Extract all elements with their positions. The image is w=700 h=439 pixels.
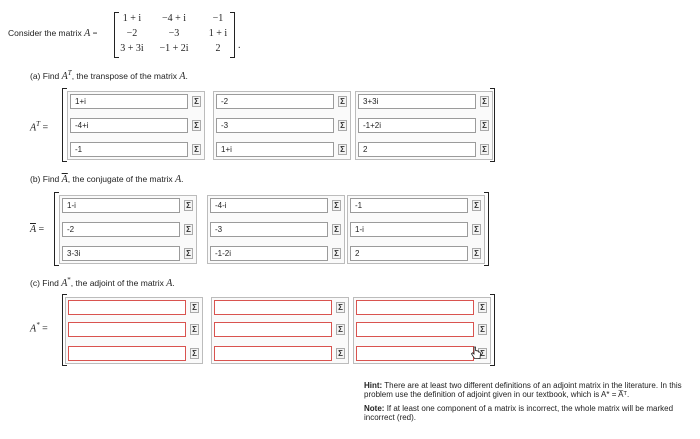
- sigma-icon[interactable]: Σ: [336, 302, 345, 313]
- problem-matrix-entry: −1 + 2i: [159, 43, 189, 54]
- part-b-prompt: [30, 174, 184, 185]
- sigma-icon[interactable]: Σ: [478, 302, 487, 313]
- part-c-end: .: [172, 277, 175, 288]
- part-c-matrix-label: [30, 321, 48, 334]
- problem-matrix-entry: 1 + i: [208, 28, 228, 39]
- note: [364, 404, 700, 422]
- part-b-answer-input[interactable]: 1-i: [350, 222, 468, 237]
- problem-matrix-entry: −1: [212, 13, 224, 24]
- sigma-icon[interactable]: Σ: [338, 96, 347, 107]
- part-c-answer-input[interactable]: [356, 322, 474, 337]
- sigma-icon[interactable]: Σ: [190, 302, 199, 313]
- part-c-label-eq: =: [42, 323, 48, 335]
- sigma-icon[interactable]: Σ: [472, 224, 481, 235]
- sigma-icon[interactable]: Σ: [184, 200, 193, 211]
- problem-matrix-entry: −2: [126, 28, 138, 39]
- part-a-sup: T: [67, 69, 72, 77]
- part-a-answer-input[interactable]: -4+i: [70, 118, 188, 133]
- part-a-answer-input[interactable]: -2: [216, 94, 334, 109]
- sigma-icon[interactable]: Σ: [480, 96, 489, 107]
- part-a-answer-input[interactable]: -3: [216, 118, 334, 133]
- hint-label: Hint:: [364, 381, 383, 390]
- problem-matrix-entry: −3: [168, 28, 180, 39]
- part-c-prefix: (c) Find: [30, 277, 59, 288]
- part-a-prefix: (a) Find: [30, 70, 60, 81]
- part-b-answer-input[interactable]: 3-3i: [62, 246, 180, 261]
- problem-matrix-entry: 2: [215, 43, 221, 54]
- sigma-icon[interactable]: Σ: [336, 324, 345, 335]
- sigma-icon[interactable]: Σ: [184, 248, 193, 259]
- sigma-icon[interactable]: Σ: [190, 348, 199, 359]
- part-a-end: .: [185, 70, 188, 81]
- problem-matrix-entry: 1 + i: [122, 13, 142, 24]
- sigma-icon[interactable]: Σ: [338, 120, 347, 131]
- part-b-answer-input[interactable]: 2: [350, 246, 468, 261]
- part-b-suffix: , the conjugate of the matrix: [67, 174, 173, 184]
- part-a-suffix: , the transpose of the matrix: [71, 70, 178, 81]
- part-b-end: .: [181, 174, 184, 184]
- sigma-icon[interactable]: Σ: [332, 200, 341, 211]
- part-c-prompt: [30, 276, 175, 289]
- intro-var: A: [84, 28, 91, 39]
- part-a-answer-input[interactable]: -1+2i: [358, 118, 476, 133]
- part-c-answer-input[interactable]: [68, 300, 186, 315]
- sigma-icon[interactable]: Σ: [184, 224, 193, 235]
- part-b-label-var: $\overline{A}$: [30, 224, 36, 235]
- part-c-suffix: , the adjoint of the matrix: [70, 277, 164, 288]
- problem-matrix-entry: 3 + 3i: [120, 43, 144, 54]
- part-b-answer-input[interactable]: -4-i: [210, 198, 328, 213]
- hint-text: There are at least two different definitions of an adjoint matrix in the literature. In this problem use the definition of adjoint given in our textbook, which is A* = A̅ᵀ.: [364, 381, 682, 399]
- part-a-answer-input[interactable]: 2: [358, 142, 476, 157]
- part-b-label-eq: =: [38, 224, 45, 235]
- part-a-label-sup: T: [36, 120, 41, 128]
- part-c-label-sup: *: [36, 321, 40, 329]
- part-b-matrix-label: [30, 224, 44, 235]
- part-b-answer-input[interactable]: -1: [350, 198, 468, 213]
- part-c-sup: *: [67, 276, 71, 284]
- note-text: If at least one component of a matrix is incorrect, the whole matrix will be marked incorrect (red).: [364, 404, 674, 422]
- part-c-answer-input[interactable]: [68, 346, 186, 361]
- part-c-answer-input[interactable]: [356, 300, 474, 315]
- sigma-icon[interactable]: Σ: [332, 224, 341, 235]
- part-a-symbol: A: [61, 70, 68, 82]
- sigma-icon[interactable]: Σ: [192, 144, 201, 155]
- sigma-icon[interactable]: Σ: [192, 120, 201, 131]
- part-a-answer-input[interactable]: 1+i: [216, 142, 334, 157]
- part-c-answer-input[interactable]: [214, 300, 332, 315]
- sigma-icon[interactable]: Σ: [480, 120, 489, 131]
- problem-statement: [8, 28, 97, 39]
- sigma-icon[interactable]: Σ: [332, 248, 341, 259]
- part-b-answer-input[interactable]: 1-i: [62, 198, 180, 213]
- part-a-suffix-var: A: [179, 70, 186, 82]
- sigma-icon[interactable]: Σ: [338, 144, 347, 155]
- part-a-answer-input[interactable]: -1: [70, 142, 188, 157]
- intro-text: Consider the matrix: [8, 28, 82, 38]
- note-label: Note:: [364, 404, 385, 413]
- part-b-symbol: $\overline{A}$: [61, 174, 68, 185]
- sigma-icon[interactable]: Σ: [190, 324, 199, 335]
- part-a-answer-input[interactable]: 1+i: [70, 94, 188, 109]
- part-a-label-var: A: [30, 122, 37, 134]
- part-a-matrix-label: [30, 120, 48, 133]
- part-a-label-eq: =: [42, 122, 49, 134]
- hand-cursor-icon: [470, 346, 482, 360]
- part-b-answer-input[interactable]: -2: [62, 222, 180, 237]
- part-c-symbol: A: [61, 277, 68, 289]
- part-b-prefix: (b) Find: [30, 174, 60, 184]
- part-b-suffix-var: A: [175, 174, 182, 185]
- hint: [364, 381, 700, 399]
- sigma-icon[interactable]: Σ: [478, 348, 487, 359]
- part-c-suffix-var: A: [166, 277, 173, 289]
- sigma-icon[interactable]: Σ: [480, 144, 489, 155]
- part-c-answer-input[interactable]: [68, 322, 186, 337]
- sigma-icon[interactable]: Σ: [336, 348, 345, 359]
- part-a-answer-input[interactable]: 3+3i: [358, 94, 476, 109]
- problem-matrix-entry: −4 + i: [161, 13, 187, 24]
- sigma-icon[interactable]: Σ: [472, 200, 481, 211]
- sigma-icon[interactable]: Σ: [478, 324, 487, 335]
- sigma-icon[interactable]: Σ: [192, 96, 201, 107]
- intro-eq: =: [92, 28, 98, 38]
- part-b-answer-input[interactable]: -1-2i: [210, 246, 328, 261]
- part-c-answer-input[interactable]: [214, 346, 332, 361]
- part-c-answer-input[interactable]: [214, 322, 332, 337]
- part-c-label-var: A: [30, 323, 37, 335]
- part-a-prompt: [30, 69, 188, 82]
- matrix-period: .: [238, 40, 241, 51]
- part-b-answer-input[interactable]: -3: [210, 222, 328, 237]
- sigma-icon[interactable]: Σ: [472, 248, 481, 259]
- part-c-answer-input[interactable]: [356, 346, 474, 361]
